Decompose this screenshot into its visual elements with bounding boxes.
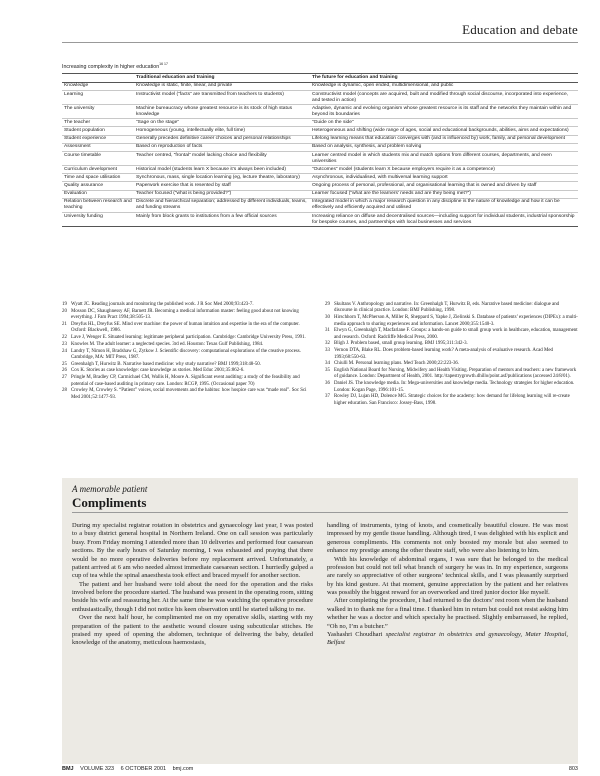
paragraph: With his knowledge of abdominal organs, I was sure that he belonged to the medical profession but could not tell what branch of surgery he was in. In my experience, surgeons are rarely so appreciative of other surgeons’ technical skills, and I was pleasantly surprised by his kind gesture. At that moment, genuine appreciation by the patient and her relatives was possibly the biggest reward for an overworked and tired junior doctor like myself. xyxy=(327,555,568,596)
author-role: specialist registrar in obstetrics and gynaecology, Mater Hospital, Belfast xyxy=(327,630,569,647)
table-cell: Knowledge is static, finite, linear, and private xyxy=(134,82,310,90)
reference-item: 31 Elwyn G, Greenhalgh T, Macfarlane F. Groups: a hands-on guide to small group work in healthcare, education, management and research. Oxford: Radcliffe Medical Press, 2000. xyxy=(325,328,578,340)
table-cell: Knowledge xyxy=(62,82,134,90)
reference-item: 26 Cox K. Stories as case knowledge: case knowledge as stories. Med Educ 2001;35:862-6. xyxy=(62,368,245,374)
box-divider xyxy=(72,512,568,513)
reference-item: 34 Chiulli M. Personal learning plans. Med Teach 2000;22:223-36. xyxy=(325,361,460,367)
paragraph: After completing the procedure, I had returned to the doctors’ rest room when the husband walked in to thank me for a final time. I thanked him in return but could not resist asking him whether he was a doctor and which specialty he practised. Slightly embarrassed, he replied, “Oh no, I’m a butcher.” xyxy=(327,597,568,630)
table-row xyxy=(62,127,578,135)
table-cell: Discrete and hierarchical separation; addressed by different individuals, teams, and funding streams xyxy=(134,198,310,212)
box-body xyxy=(72,522,568,648)
table-cell: University funding xyxy=(62,212,134,226)
reference-item: 32 Bligh J. Problem based, small group learning. BMJ 1995;311:342-3. xyxy=(325,341,468,347)
table-cell: Based on analysis, synthesis, and problem solving xyxy=(310,143,578,151)
reference-item: 28 Crowley M, Crowley S. “Patient” voices, social movements and the habitus: how hospice care was “made real”. Soc Sci Med 2001;52:1477-93. xyxy=(62,388,307,400)
table-row xyxy=(62,90,578,104)
table-cell: Evaluation xyxy=(62,190,134,198)
paragraph: handling of instruments, tying of knots, and cosmetically beautiful closure. He was most impressed by my gentle tissue handling. Although tired, I was delighted with his explicit and generous compliments. His comments not only boosted my morale but also seemed to enhance my prestige among the other theatre staff, who were also listening to him. xyxy=(327,522,568,555)
box-heading: Compliments xyxy=(72,495,147,510)
table-cell: “Sage on the stage” xyxy=(134,119,310,127)
reference-item: 20 Mosson DC, Shaughnessy AF, Barnett JR. Becoming a medical information master: feeling good about not knowing everything. J Fam Pract 1994;38:505-13. xyxy=(62,308,299,321)
reference-column-left xyxy=(62,302,315,408)
reference-item: 19 Wyatt JC. Reading journals and monitoring the published work. J R Soc Med 2000;93:423-7. xyxy=(62,302,254,307)
table-cell: Relation between research and teaching xyxy=(62,198,134,212)
paragraph: The patient and her husband were told about the need for the operation and the risks involved before the procedure started. The husband was present in the operating room, sitting beside his wife and reassuring her. At the same time he was watching the operative procedure enthusiastically, though I did not notice his keen observation until he started talking to me. xyxy=(72,580,313,613)
comparison-table xyxy=(62,60,578,227)
table-cell: Teacher centred, “frontal” model lacking choice and flexibility xyxy=(134,151,310,165)
table-cell: Teacher focused (“what is being provided?”) xyxy=(134,190,310,198)
page-number: 803 xyxy=(568,766,578,772)
footer-citation xyxy=(62,766,198,772)
table-cell: The university xyxy=(62,105,134,119)
table-row xyxy=(62,190,578,198)
table-cell: Quality assurance xyxy=(62,182,134,190)
reference-item: 21 Dreyfus HL, Dreyfus SE. Mind over machine: the power of human intuition and expertise in the era of the computer. Oxford: Blackwell, 1986. xyxy=(62,321,300,334)
reference-item: 36 Daniel JS. The knowledge media. In: Mega-universities and knowledge media. Technology strategies for higher education. London: Kogan Page, 1996:101-15. xyxy=(325,381,575,393)
table-row xyxy=(62,198,578,212)
table-cell: Mainly from block grants to institutions from a few official sources xyxy=(134,212,310,226)
table-cell: Student experience xyxy=(62,135,134,143)
website: bmj.com xyxy=(172,766,194,772)
table-cell: Increasing reliance on diffuse and decentralised sources—including support for individual students, industrial sponsorship for bespoke courses, and partnerships with local businesses and services xyxy=(310,212,578,226)
table-row xyxy=(62,151,578,165)
table-header-cell xyxy=(62,74,134,82)
paragraph: Over the next half hour, he complimented me on my operative skills, starting with my preparation of the patient to the aesthetic wound closure using subcuticular stitches. He praised my speed of opening the abdomen, technique of delivering the baby, detailed knowledge of the anatomy, meticulous haemostasis, xyxy=(72,614,313,647)
table-row xyxy=(62,135,578,143)
table-cell: The teacher xyxy=(62,119,134,127)
table-row xyxy=(62,143,578,151)
table-cell: Asynchronous, individualised, with multiversal learning support xyxy=(310,174,578,182)
section-title: Education and debate xyxy=(462,22,578,37)
table-cell: Adaptive, dynamic and evolving organism whose greatest resource is its staff and the networks they maintain within and beyond its boundaries xyxy=(310,105,578,119)
table-cell: Lifelong learning means that education converges with (and is influenced by) work, family, and personal development xyxy=(310,135,578,143)
author-signature xyxy=(327,631,568,648)
box-column-right xyxy=(327,522,568,648)
volume: VOLUME 323 xyxy=(80,766,115,772)
table-cell: Generally precedes definitive career choices and personal relationships xyxy=(134,135,310,143)
table-cell: Machine bureaucracy whose greatest resource is its stock of high status knowledge xyxy=(134,105,310,119)
memorable-patient-box xyxy=(62,478,578,764)
reference-column-right xyxy=(325,302,578,408)
table-header-row xyxy=(62,74,578,82)
table-row xyxy=(62,166,578,174)
table-cell: Instructivist model (“facts” are transmitted from teachers to students) xyxy=(134,90,310,104)
table-header-cell: Traditional education and training xyxy=(134,74,310,82)
reference-item: 29 Skultans V. Anthropology and narrative. In: Greenhalgh T, Hurwitz B, eds. Narrative based medicine: dialogue and discourse in clinical practice. London: BMJ Publishing, 1998. xyxy=(325,302,560,314)
table-cell: Synchronous, mass, single location learning (eg, lecture theatre, laboratory) xyxy=(134,174,310,182)
reference-item: 23 Knowles M. The adult learner: a neglected species. 3rd ed. Houston: Texas Gulf Publishing, 1984. xyxy=(62,341,264,347)
reference-item: 27 Pringle M, Bradley CP, Carmichael CM, Wallis H, Moore A. Significant event auditing: a study of the feasibility and potential of case-based auditing in primary care. London: RCGP, 1995. (Occasional paper 70) xyxy=(62,375,300,387)
reference-item: 30 Hirschhorn T, McPherson A, Miller R, Sheppard S, Yapke J, Zielinski S. Database of patients’ experiences (DIPEx): a multi-media approach to sharing experiences and information. Lancet 2000;355:1540-3. xyxy=(325,315,578,327)
table-cell: Historical model (students learn X because it’s always been included) xyxy=(134,166,310,174)
table-row xyxy=(62,212,578,226)
table-row xyxy=(62,182,578,190)
page-footer xyxy=(62,766,578,772)
table-cell: Knowledge is dynamic, open ended, multidimensional, and public xyxy=(310,82,578,90)
table-cell: Homogeneous (young, intellectually elite, full time) xyxy=(134,127,310,135)
table-cell: Learner focused (“what are the learners’ needs and are they being met?”) xyxy=(310,190,578,198)
reference-list xyxy=(62,302,578,408)
table-cell: “Outcomes” model (students learn X because employers require it as a competence) xyxy=(310,166,578,174)
journal-name: BMJ xyxy=(62,766,74,772)
table-cell: Ongoing process of personal, professional, and organisational learning that is owned and driven by staff xyxy=(310,182,578,190)
reference-item: 37 Rowley DJ, Lujan HD, Dolence MG. Strategic choices for the academy: how demand for lifelong learning will re-create higher education. San Francisco: Jossey-Bass, 1998. xyxy=(325,394,570,406)
reference-item: 25 Greenhalgh T, Hurwitz B. Narrative based medicine: why study narrative? BMJ 1999;318:48-50. xyxy=(62,361,261,367)
table-cell: Learning xyxy=(62,90,134,104)
header-divider xyxy=(62,42,578,43)
table-cell: Constructivist model (concepts are acquired, built and modified through social discourse, incorporated into experience, and tested in action) xyxy=(310,90,578,104)
table-cell: Curriculum development xyxy=(62,166,134,174)
table-cell: Paperwork exercise that is resented by staff xyxy=(134,182,310,190)
table-row xyxy=(62,174,578,182)
table-row xyxy=(62,82,578,90)
reference-item: 22 Lave J, Wenger E. Situated learning: legitimate peripheral participation. Cambridge: Cambridge University Press, 1991. xyxy=(62,335,306,341)
table-row xyxy=(62,119,578,127)
table-cell: Time and space utilisation xyxy=(62,174,134,182)
table-cell: Course timetable xyxy=(62,151,134,165)
reference-item: 33 Vernon DTA, Blake RL. Does problem-based learning work? A meta-analysis of evaluative research. Acad Med 1993;68:550-63. xyxy=(325,348,553,360)
table-title: Increasing complexity in higher education$^{16 17}$ xyxy=(62,60,578,74)
table-cell: Heterogeneous and shifting (wide range of ages, social and educational backgrounds, abilities, aims and expectations) xyxy=(310,127,578,135)
issue-date: 6 OCTOBER 2001 xyxy=(120,766,167,772)
box-column-left xyxy=(72,522,313,648)
table-cell: Student population xyxy=(62,127,134,135)
table-cell: Assessment xyxy=(62,143,134,151)
table-row xyxy=(62,105,578,119)
paragraph: During my specialist registrar rotation in obstetrics and gynaecology last year, I was posted to a busy district general hospital in Northern Ireland. One on call session was particularly busy. From Friday morning I attended more than 10 deliveries and performed four caesarean sections. By the early hours of Saturday morning, I was exhausted and praying that there would be no more operative deliveries before my replacement arrived. Unfortunately, a patient arrived at 6 am who needed almost immediate caesarean section. I hurriedly gulped a cup of tea while the spinal anaesthesia took effect and braced myself for another section. xyxy=(72,522,313,580)
table-cell: Based on reproduction of facts xyxy=(134,143,310,151)
table-cell: “Guide on the side” xyxy=(310,119,578,127)
table-cell: Integrated model in which a major research question in any discipline is the nature of knowledge and how it can be effectively and efficiently acquired and utilised xyxy=(310,198,578,212)
reference-item: 35 English National Board for Nursing, Midwifery and Health Visiting. Preparation of mentors and teachers: a new framework of guidance. London: Department of Health, 2001. http://tapestrygrowth.dhillo/point.asf/publications (accessed 24/8/01). xyxy=(325,368,577,380)
table-cell: Learner centred model in which students mix and match options from different courses, departments, and even universities xyxy=(310,151,578,165)
box-kicker: A memorable patient xyxy=(72,484,148,494)
author-name: Yashashri Choudhari xyxy=(327,630,383,638)
table-header-cell: The future for education and training xyxy=(310,74,578,82)
reference-item: 24 Landry T, Nimon H, Bradshaw G, Zytkow J. Scientific discovery: computational explorations of the creative process. Cambridge, MA: MIT Press, 1987. xyxy=(62,348,301,360)
